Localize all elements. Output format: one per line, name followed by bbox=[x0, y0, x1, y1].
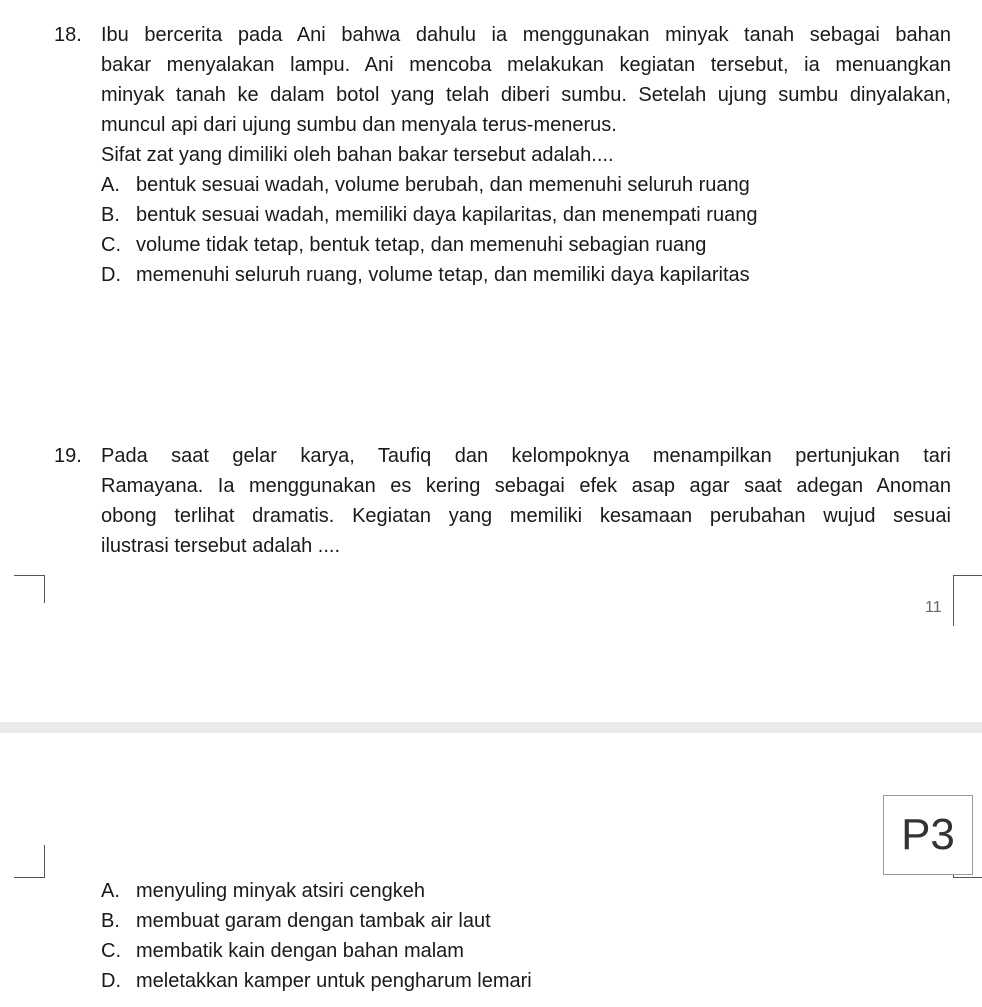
question-19-option-c: membatik kain dengan bahan malam bbox=[136, 940, 464, 962]
question-18-option-b: bentuk sesuai wadah, memiliki daya kapilaritas, dan menempati ruang bbox=[136, 204, 758, 226]
question-18-line-1: Ibu bercerita pada Ani bahwa dahulu ia menggunakan minyak tanah sebagai bahan bbox=[101, 24, 951, 46]
question-19-line-3: obong terlihat dramatis. Kegiatan yang memiliki kesamaan perubahan wujud sesuai bbox=[101, 505, 951, 527]
question-19-option-a-letter: A. bbox=[101, 880, 120, 902]
question-18-option-d: memenuhi seluruh ruang, volume tetap, dan memiliki daya kapilaritas bbox=[136, 264, 750, 286]
question-18-line-3: minyak tanah ke dalam botol yang telah diberi sumbu. Setelah ujung sumbu dinyalakan, bbox=[101, 84, 951, 106]
question-18-line-4: muncul api dari ujung sumbu dan menyala terus-menerus. bbox=[101, 114, 617, 136]
page-number: 11 bbox=[925, 599, 942, 616]
crop-mark-top-left bbox=[14, 575, 45, 603]
question-19-option-d: meletakkan kamper untuk pengharum lemari bbox=[136, 970, 532, 992]
question-18-option-c: volume tidak tetap, bentuk tetap, dan memenuhi sebagian ruang bbox=[136, 234, 707, 256]
question-18-option-a-letter: A. bbox=[101, 174, 120, 196]
question-18-option-b-letter: B. bbox=[101, 204, 120, 226]
page-separator bbox=[0, 722, 982, 733]
question-18-line-2: bakar menyalakan lampu. Ani mencoba melakukan kegiatan tersebut, ia menuangkan bbox=[101, 54, 951, 76]
question-18-option-d-letter: D. bbox=[101, 264, 121, 286]
crop-mark-bottom-left bbox=[14, 845, 45, 878]
question-19-option-b-letter: B. bbox=[101, 910, 120, 932]
question-18-number: 18. bbox=[54, 24, 82, 46]
question-19-option-a: menyuling minyak atsiri cengkeh bbox=[136, 880, 426, 902]
question-18-prompt: Sifat zat yang dimiliki oleh bahan bakar tersebut adalah.... bbox=[101, 144, 614, 166]
crop-mark-top-right bbox=[953, 575, 982, 626]
question-19-option-d-letter: D. bbox=[101, 970, 121, 992]
question-19-line-1: Pada saat gelar karya, Taufiq dan kelompoknya menampilkan pertunjukan tari bbox=[101, 445, 951, 467]
page-badge: P3 bbox=[883, 795, 973, 875]
question-19-number: 19. bbox=[54, 445, 82, 467]
question-19-option-b: membuat garam dengan tambak air laut bbox=[136, 910, 491, 932]
question-19-line-4: ilustrasi tersebut adalah .... bbox=[101, 535, 341, 557]
question-19-option-c-letter: C. bbox=[101, 940, 121, 962]
question-19-line-2: Ramayana. Ia menggunakan es kering sebagai efek asap agar saat adegan Anoman bbox=[101, 475, 951, 497]
question-18-option-c-letter: C. bbox=[101, 234, 121, 256]
question-18-option-a: bentuk sesuai wadah, volume berubah, dan memenuhi seluruh ruang bbox=[136, 174, 750, 196]
